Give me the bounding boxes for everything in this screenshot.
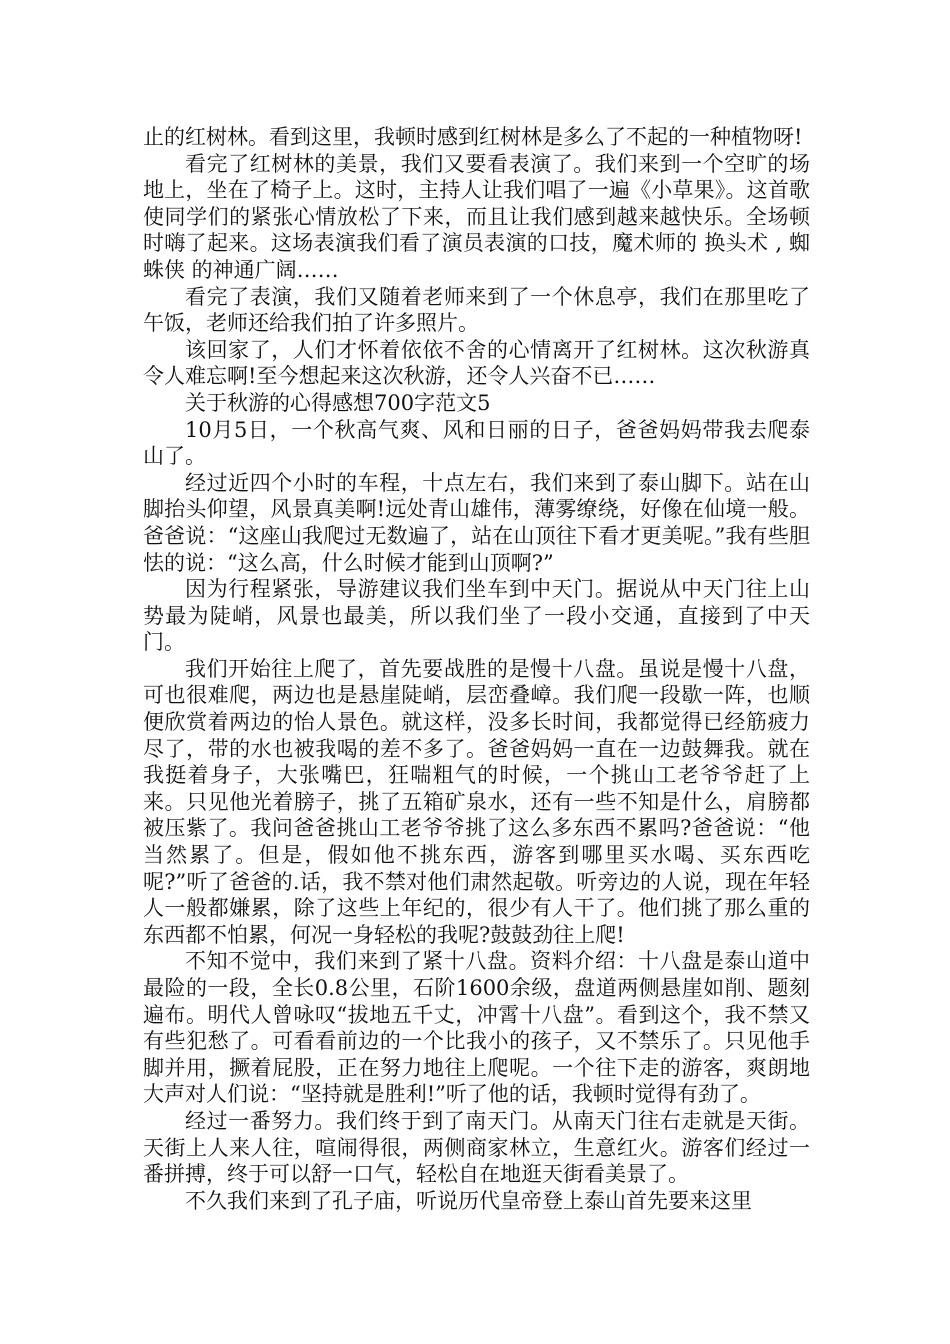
paragraph-arrival: 经过近四个小时的车程，十点左右，我们来到了泰山脚下。站在山脚抬头仰望，风景真美啊!远处青山雄伟，薄雾缭绕，好像在仙境一般。爸爸说：“这座山我爬过无数遍了，站在山顶往下看才更美呢。”我有些胆怯的说：“这么高，什么时候才能到山顶啊?” [143, 470, 810, 575]
paragraph-zhongtianmen: 因为行程紧张，导游建议我们坐车到中天门。据说从中天门往上山势最为陡峭，风景也最美，所以我们坐了一段小交通，直接到了中天门。 [143, 577, 810, 655]
paragraph-performance: 看完了红树林的美景，我们又要看表演了。我们来到一个空旷的场地上，坐在了椅子上。这时，主持人让我们唱了一遍《小草果》。这首歌使同学们的紧张心情放松了下来，而且让我们感到越来越快乐。全场顿时嗨了起来。这场表演我们看了演员表演的口技，魔术师的 换头术 , 蜘蛛侠 的神通广阔…… [143, 151, 810, 282]
paragraph-going-home: 该回家了，人们才怀着依依不舍的心情离开了红树林。这次秋游真令人难忘啊!至今想起来这次秋游，还令人兴奋不已…… [143, 337, 810, 389]
paragraph-tight-eighteen-bends: 不知不觉中，我们来到了紧十八盘。资料介绍：十八盘是泰山道中最险的一段，全长0.8公里，石阶1600余级，盘道两侧悬崖如削、题刻遍布。明代人曾咏叹“拔地五千丈，冲霄十八盘”。看到这个，我不禁又有些犯愁了。可看看前边的一个比我小的孩子，又不禁乐了。只见他手脚并用，撅着屁股，正在努力地往上爬呢。一个往下走的游客，爽朗地大声对人们说：“坚持就是胜利!”听了他的话，我顿时觉得有劲了。 [143, 949, 810, 1107]
paragraph-date: 10月5日，一个秋高气爽、风和日丽的日子，爸爸妈妈带我去爬泰山了。 [143, 417, 810, 469]
essay-heading: 关于秋游的心得感想700字范文5 [185, 390, 491, 415]
paragraph-confucius-temple: 不久我们来到了孔子庙，听说历代皇帝登上泰山首先要来这里 [185, 1188, 752, 1213]
paragraph-continuation: 止的红树林。看到这里，我顿时感到红树林是多么了不起的一种植物呀! [143, 125, 803, 149]
document-body [143, 124, 810, 1214]
paragraph-slow-eighteen-bends: 我们开始往上爬了，首先要战胜的是慢十八盘。虽说是慢十八盘，可也很难爬，两边也是悬崖陡峭，层峦叠嶂。我们爬一段歇一阵，也顺便欣赏着两边的怡人景色。就这样，没多长时间，我都觉得已经筋疲力尽了，带的水也被我喝的差不多了。爸爸妈妈一直在一边鼓舞我。就在我挺着身子，大张嘴巴，狂喘粗气的时候，一个挑山工老爷爷赶了上来。只见他光着膀子，挑了五箱矿泉水，还有一些不知是什么，肩膀都被压紫了。我问爸爸挑山工老爷爷挑了这么多东西不累吗?爸爸说：“他当然累了。但是，假如他不挑东西，游客到哪里买水喝、买东西吃呢?”听了爸爸的.话，我不禁对他们肃然起敬。听旁边的人说，现在年轻人一般都嫌累，除了这些上年纪的，很少有人干了。他们挑了那么重的东西都不怕累，何况一身轻松的我呢?鼓鼓劲往上爬! [143, 656, 810, 947]
paragraph-nantianmen: 经过一番努力。我们终于到了南天门。从南天门往右走就是天街。天街上人来人往，喧闹得很，两侧商家林立，生意红火。游客们经过一番拼搏，终于可以舒一口气，轻松自在地逛天街看美景了。 [143, 1108, 810, 1187]
paragraph-lunch: 看完了表演，我们又随着老师来到了一个休息亭，我们在那里吃了午饭，老师还给我们拍了许多照片。 [143, 284, 810, 336]
